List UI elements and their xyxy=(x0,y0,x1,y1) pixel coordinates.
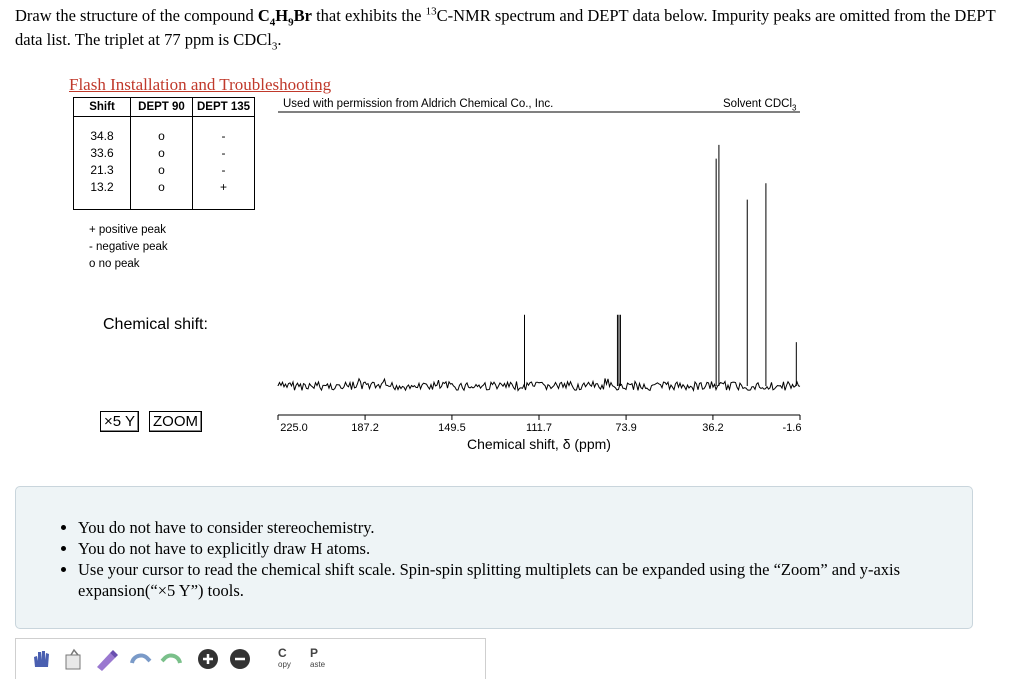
dept90-cell: o xyxy=(131,117,193,145)
shift-cell: 21.3 xyxy=(74,161,131,178)
header-shift: Shift xyxy=(74,98,131,117)
shift-cell: 33.6 xyxy=(74,144,131,161)
hand-tool-icon[interactable] xyxy=(30,647,54,671)
x-tick-label: 187.2 xyxy=(351,422,379,434)
shift-cell: 34.8 xyxy=(74,117,131,145)
dept90-cell: o xyxy=(131,161,193,178)
header-dept135: DEPT 135 xyxy=(193,98,255,117)
x-tick-label: 36.2 xyxy=(702,422,724,434)
dept135-cell: - xyxy=(193,144,255,161)
zoom-button[interactable]: ZOOM xyxy=(149,411,202,432)
shift-cell: 13.2 xyxy=(74,178,131,210)
dept90-cell: o xyxy=(131,178,193,210)
baseline-noise xyxy=(278,378,800,390)
x-tick-label: 149.5 xyxy=(438,422,466,434)
paste-button[interactable]: P aste xyxy=(310,646,326,669)
dept135-cell: + xyxy=(193,178,255,210)
dept-legend xyxy=(89,222,168,273)
chemical-shift-readout-label: Chemical shift: xyxy=(103,316,208,333)
x-axis-ticks xyxy=(278,415,800,420)
spectrum-peaks xyxy=(524,145,796,386)
dept90-cell: o xyxy=(131,144,193,161)
x-tick-label: 225.0 xyxy=(280,422,308,434)
drawing-toolbar xyxy=(15,638,486,679)
table-row xyxy=(74,117,255,145)
legend-positive: + positive peak xyxy=(89,224,167,236)
x-tick-label: 73.9 xyxy=(615,422,637,434)
x-axis-tick-labels xyxy=(280,422,801,434)
table-row xyxy=(74,144,255,161)
flash-installation-link[interactable]: Flash Installation and Troubleshooting xyxy=(69,75,332,94)
table-row xyxy=(74,178,255,210)
note-item: • You do not have to explicitly draw H atoms. xyxy=(78,538,968,559)
y-expand-button[interactable]: ×5 Y xyxy=(100,411,139,432)
dept-table xyxy=(73,97,255,210)
x-axis-title: Chemical shift, δ (ppm) xyxy=(467,436,611,452)
permission-note: Used with permission from Aldrich Chemical Co., Inc. xyxy=(283,98,554,110)
eraser-tool-icon[interactable] xyxy=(94,647,118,671)
dept135-cell: - xyxy=(193,117,255,145)
note-item: • You do not have to consider stereochemistry. xyxy=(78,517,968,538)
nmr-spectrum-plot[interactable] xyxy=(270,105,810,435)
copy-button[interactable]: C opy xyxy=(278,646,291,669)
dept-header-row xyxy=(74,98,255,117)
undo-icon[interactable] xyxy=(128,647,152,671)
dept135-cell: - xyxy=(193,161,255,178)
note-item: • Use your cursor to read the chemical shift scale. Spin-spin splitting multiplets can be expanded using the “Zoom” and y-axis expansion(“×5 Y”) tools. xyxy=(78,559,968,601)
solvent-label: Solvent CDCl$_3$ xyxy=(723,98,797,113)
header-dept90: DEPT 90 xyxy=(131,98,193,117)
x-tick-label: -1.6 xyxy=(782,422,802,434)
zoom-in-icon[interactable] xyxy=(196,647,220,671)
legend-no-peak: o no peak xyxy=(89,258,140,270)
redo-icon[interactable] xyxy=(160,647,184,671)
legend-negative: - negative peak xyxy=(89,241,168,253)
x-tick-label: 111.7 xyxy=(526,422,552,434)
zoom-out-icon[interactable] xyxy=(228,647,252,671)
question-text: Draw the structure of the compound $C_4H_9Br$ that exhibits the $^{13}$C-NMR spectrum and DEPT data below. Impurity peaks are omitted from the DEPT data list. The triplet at 77 ppm is CDCl$_3$. xyxy=(15,5,996,53)
lasso-tool-icon[interactable] xyxy=(62,647,86,671)
table-row xyxy=(74,161,255,178)
instructions-panel xyxy=(15,486,973,629)
